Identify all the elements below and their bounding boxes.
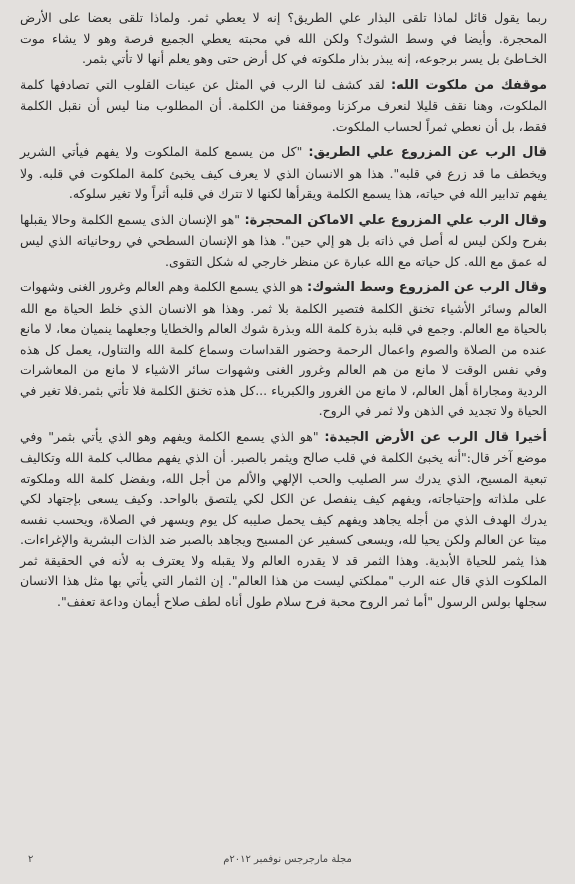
page-footer xyxy=(0,852,575,872)
paragraph-heading: وقال الرب عن المزروع وسط الشوك: xyxy=(307,280,547,295)
paragraph-heading: وقال الرب علي المزروع علي الاماكن المحجرة: xyxy=(244,212,547,228)
paragraph-intro xyxy=(20,8,547,70)
page-number: ٢ xyxy=(28,854,34,865)
paragraph-kingdom-stance xyxy=(20,75,547,138)
paragraph-heading: موقفك من ملكوت الله: xyxy=(390,77,548,93)
paragraph-text: "هو الذي يسمع الكلمة ويفهم وهو الذي يأتي بثمر" وفي موضع آخر قال:"أنه يخبئ الكلمة في قلب صالح ويثمر بالصبر. أن الذي يفهم مطالب كلمة الله وتكاليف تبعية المسيح، الذي يدرك سر الصليب والحب الإلهي والألم من أجل الله، وبفضل كلمة الله وملكوته على ملذاته وإحتياجاته، ويفهم كيف ينفصل عن الكل لكي يلتصق بالواحد. وكيف يسعى بإجتهاد لكي يدرك الهدف الذي من أجله يجاهد ويفهم كيف يحمل صليبه كل يوم ويسهر في الصلاة، ويحسب نفسه ميتا عن العالم ولكن يحيا لله، ويسعى كسفير عن المسيح ويجاهد بالصبر ضد الذات البشرية والإغراءات. هذا يثمر للحياة الأبدية. وهذا الثمر قد لا يقدره العالم ولا يقبله ولا يعترف به لأنه في الحقيقة ثمر الملكوت الذي قال عنه الرب "مملكتي ليست من هذا العالم". إن الثمار التي يأتي بها مثل هذا الانسان سجلها بولس الرسول "أما ثمر الروح محبة فرح سلام طول أناه لطف صلاح أيمان وداعة تعفف". xyxy=(20,428,547,609)
paragraph-text: "هو الإنسان الذى يسمع الكلمة وحالا يقبلها بفرح ولكن ليس له أصل في ذاته بل هو إلي حين". هذا هو الإنسان السطحي في روحانياته الذي ليس له عمق مع الله. كل حياته مع الله عبارة عن منظر خارجي له شكل التقوى. xyxy=(20,211,547,269)
paragraph-stony-places xyxy=(20,210,547,273)
footer-caption: مجلة مارجرجس نوفمبر ٢٠١٢م xyxy=(223,854,352,865)
paragraph-text: "كل من يسمع كلمة الملكوت ولا يفهم فيأتي الشرير ويخطف ما قد زرع في قلبه". هذا هو الانسان الذي لا يعرف كيف يخبئ كلمة الملكوت في قلبه. ولا يفهم تدابير الله في حياته، هذا يسمع الكلمة ويقرأها لكنها لا تترك في قلبه أثراً ولا تغير سلوكه. xyxy=(20,144,547,201)
paragraph-among-thorns xyxy=(20,277,547,422)
paragraph-text: ربما يقول قائل لماذا تلقى البذار علي الطريق؟ إنه لا يعطي ثمر. ولماذا تلقى بعضا على الأرض المحجرة. وأيضا في وسط الشوك؟ ولكن الله في محبته يعطي الجميع فرصة وهو لا يشاء موت الخـاطئ بل يسر برجوعه، إنه يبذر بذار ملكوته في كل أرض حتى وهو يعلم أنها لا تأتي بثمر. xyxy=(20,10,547,66)
paragraph-text: لقد كشف لنا الرب في المثل عن عينات القلوب التي تصادفها كلمة الملكوت، وهنا نقف قليلا لنعرف مركزنا وموقفنا من الكلمة. أن المطلوب منا ليس أن نقبل الكلمة فقط، بل أن نعطي ثمراً لحساب الملكوت. xyxy=(20,76,547,134)
paragraph-text: هو الذي يسمع الكلمة وهم العالم وغرور الغنى وشهوات العالم وسائر الأشياء تخنق الكلمة فتصير الكلمة بلا ثمر. وهذا هو الانسان الذي خلط الحياة مع الله بالحياة مع العالم. وجمع في قلبه بذرة كلمة الله وبذرة شوك العالم والخطايا وجعلهما ينميان معا، لا مانع عنده من الصلاة والصوم واعمال الرحمة وحضور القداسات وسماع كلمة الله والتناول، يعمل كل هذه وفي نفس الوقت لا مانع من هم العالم وغرور الغنى وشهوات سائر الاشياء لا مانع من المعاشرات الردية ومجاراة أهل العالم، لا مانع من الغرور والكبرياء ...كل هذه تخنق الكلمة فلا تأتي بثمر.فلا تغير في الحياة ولا تجديد في الذهن ولا ثمر في الروح. xyxy=(20,279,547,418)
paragraph-heading: قال الرب عن المزروع علي الطريق: xyxy=(308,145,547,160)
paragraph-heading: أخيرا قال الرب عن الأرض الجيدة: xyxy=(324,429,547,445)
paragraph-wayside xyxy=(20,142,547,205)
paragraph-good-ground xyxy=(20,427,547,613)
article-body xyxy=(20,8,547,615)
